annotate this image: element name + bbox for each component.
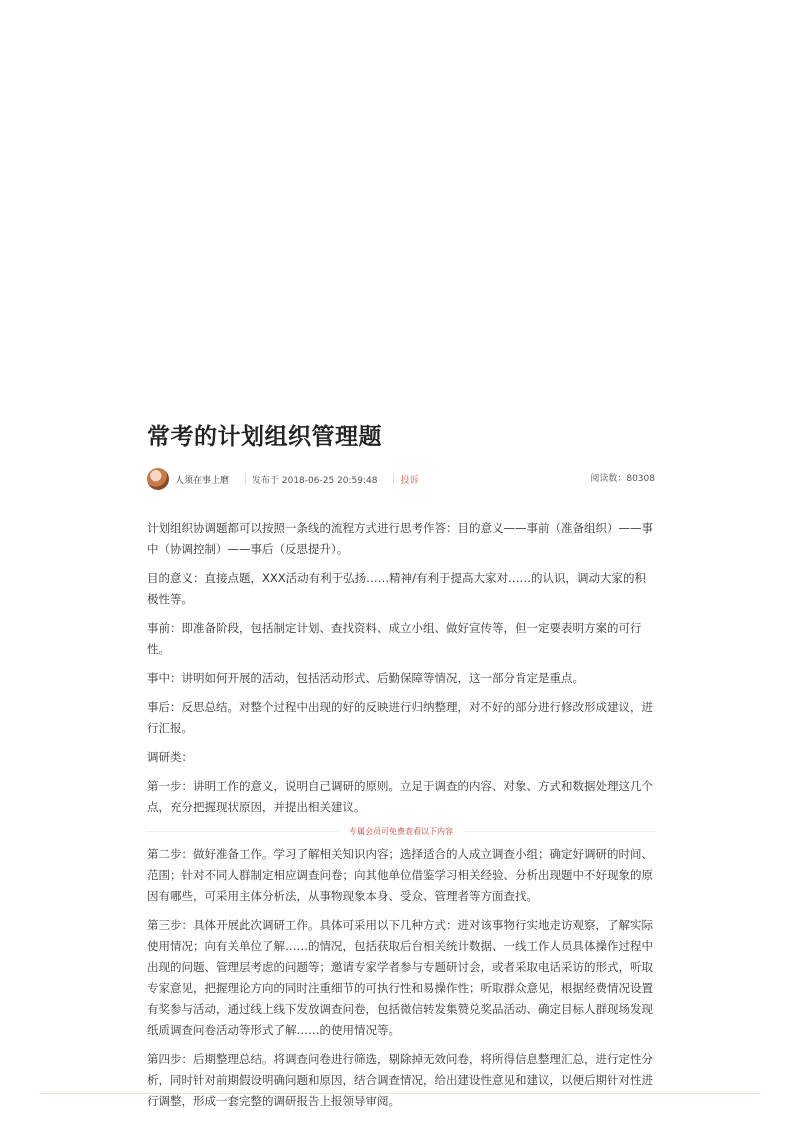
divider-line xyxy=(463,831,655,832)
article xyxy=(147,420,655,1120)
paragraph: 目的意义：直接点题，XXX活动有利于弘扬……精神/有利于提高大家对……的认识，调动大家的积极性等。 xyxy=(147,571,647,606)
article-title: 常考的计划组织管理题 xyxy=(147,424,382,450)
meta-divider xyxy=(393,474,394,484)
paragraph: 计划组织协调题都可以按照一条线的流程方式进行思考作答：目的意义——事前（准备组织）——事中（协调控制）——事后（反思提升）。 xyxy=(147,521,653,556)
paragraph: 第三步：具体开展此次调研工作。具体可采用以下几种方式：进对该事物行实地走访观察，了解实际使用情况；向有关单位了解……的情况，包括获取后台相关统计数据、一线工作人员具体操作过程中出现的问题、管理层考虑的问题等；邀请专家学者参与专题研讨会，或者采取电话采访的形式，听取专家意见，把握理论方向的同时注重细节的可执行性和易操作性；听取群众意见，根据经费情况设置有奖参与活动，通过线上线下发放调查问卷，包括微信转发集赞兑奖品活动、确定目标人群现场发现纸质调查问卷活动等形式了解……的使用情况等。 xyxy=(147,918,653,1037)
paragraph: 事前：即准备阶段，包括制定计划、查找资料、成立小组、做好宣传等，但一定要表明方案的可行性。 xyxy=(147,621,642,656)
member-notice[interactable]: 专属会员可免费查看以下内容 xyxy=(349,826,453,836)
author-name[interactable]: 人须在事上磨 xyxy=(175,475,230,486)
author-avatar[interactable] xyxy=(147,468,169,490)
bottom-rule xyxy=(40,1093,760,1094)
paragraph: 第二步：做好准备工作。学习了解相关知识内容；选择适合的人成立调查小组；确定好调研的时间、范围；针对不同人群制定相应调查问卷；向其他单位借鉴学习相关经验、分析出现题中不好现象的原因有哪些，可采用主体分析法，从事物现象本身、受众、管理者等方面查找。 xyxy=(147,847,653,903)
meta-divider xyxy=(245,474,246,484)
paragraph: 事中：讲明如何开展的活动，包括活动形式、后勤保障等情况，这一部分肯定是重点。 xyxy=(147,671,584,685)
paragraph: 调研类： xyxy=(147,750,193,764)
paragraph: 第一步：讲明工作的意义，说明自己调研的原则。立足于调查的内容、对象、方式和数据处理这几个点，充分把握现状原因，并提出相关建议。 xyxy=(147,779,653,814)
publish-date: 发布于 2018-06-25 20:59:48 xyxy=(252,475,378,486)
read-count: 阅读数：80308 xyxy=(590,474,655,484)
article-meta xyxy=(147,466,655,492)
paragraph: 事后：反思总结。对整个过程中出现的好的反映进行归纳整理，对不好的部分进行修改形成建议，进行汇报。 xyxy=(147,700,653,735)
member-divider xyxy=(147,824,655,838)
report-link[interactable]: 投诉 xyxy=(400,475,419,486)
divider-line xyxy=(147,831,339,832)
article-body xyxy=(147,518,655,1112)
paragraph: 第四步：后期整理总结。将调查问卷进行筛选，剔除掉无效问卷，将所得信息整理汇总，进行定性分析，同时针对前期假设明确问题和原因，结合调查情况，给出建设性意见和建议，以便后期针对性进行调整，形成一套完整的调研报告上报领导审阅。 xyxy=(147,1052,653,1108)
